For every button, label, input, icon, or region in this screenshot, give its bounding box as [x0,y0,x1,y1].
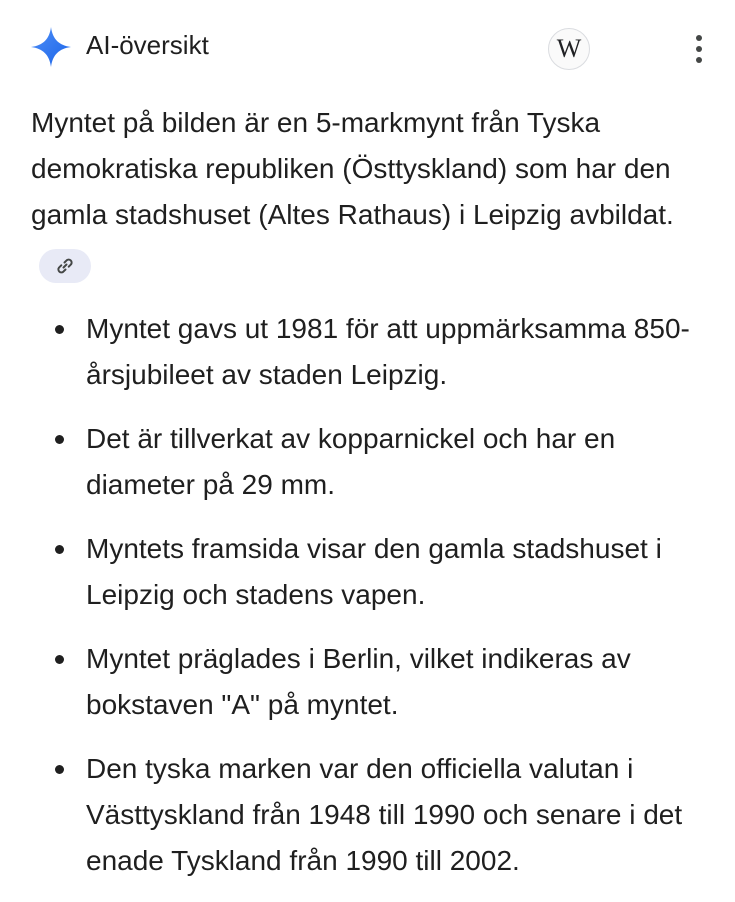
overview-intro-text: Myntet på bilden är en 5-markmynt från Tyska demokratiska republiken (Östtyskland) som har den gamla stadshuset (Altes Rathaus) i Leipzig avbildat. [31,107,674,230]
bullet-icon [55,435,64,444]
list-item-text: Den tyska marken var den officiella valutan i Västtyskland från 1948 till 1990 och senare i det enade Tyskland från 1990 till 2002. [86,753,683,876]
list-item-text: Det är tillverkat av kopparnickel och har en diameter på 29 mm. [86,423,616,500]
ai-overview-header [0,0,735,92]
more-vert-icon[interactable] [686,32,712,66]
list-item-text: Myntet präglades i Berlin, vilket indikeras av bokstaven "A" på myntet. [86,643,631,720]
wikipedia-source-avatar[interactable] [548,28,590,70]
wikipedia-icon: W [556,34,582,63]
link-icon [55,256,75,276]
list-item [31,636,711,728]
list-item-text: Myntet gavs ut 1981 för att uppmärksamma 850-årsjubileet av staden Leipzig. [86,313,690,390]
list-item-text: Myntets framsida visar den gamla stadshuset i Leipzig och stadens vapen. [86,533,662,610]
source-link-button[interactable] [39,249,91,283]
overview-intro [31,100,711,284]
sparkle-icon [30,26,72,68]
bullet-icon [55,325,64,334]
list-item [31,746,711,884]
list-item [31,306,711,398]
ai-overview-content [31,100,711,876]
overview-bullet-list [31,306,711,902]
bullet-icon [55,545,64,554]
list-item [31,416,711,508]
list-item [31,526,711,618]
bullet-icon [55,655,64,664]
bullet-icon [55,765,64,774]
page-title: AI-översikt [86,30,209,60]
